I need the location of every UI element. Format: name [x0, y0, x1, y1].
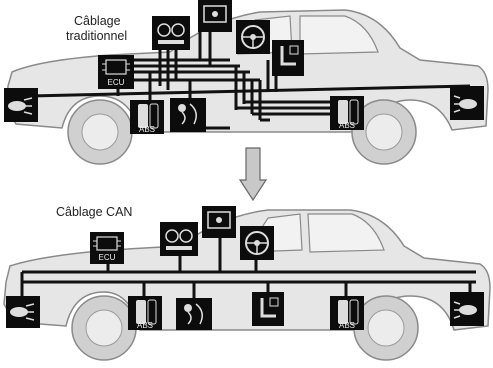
top-display-icon: [198, 0, 232, 32]
bottom-abs-front-label: ABS: [338, 321, 356, 330]
bottom-seat-icon: [252, 292, 284, 326]
top-title-line2: traditionnel: [66, 29, 128, 43]
top-seat-icon: [272, 40, 304, 76]
bottom-abs-rear-label: ABS: [136, 321, 154, 330]
bottom-display-icon: [202, 206, 236, 238]
bottom-title: Câblage CAN: [56, 205, 133, 219]
bottom-steering-wheel-icon: [240, 226, 274, 260]
top-abs-rear-label: ABS: [138, 125, 156, 134]
top-ecu-label: ECU: [107, 78, 125, 87]
top-ecu-icon: [98, 55, 134, 89]
top-abs-front-icon: [330, 96, 364, 130]
top-airbag-icon: [170, 98, 206, 132]
bottom-dashboard-icon: [160, 222, 198, 256]
bottom-headlight-front-icon: [450, 292, 484, 326]
bottom-headlight-rear-icon: [6, 296, 40, 328]
top-headlight-front-icon: [450, 86, 484, 120]
bottom-ecu-label: ECU: [98, 253, 116, 262]
top-title-line1: Câblage: [74, 14, 121, 28]
bottom-airbag-icon: [176, 298, 212, 330]
top-abs-front-label: ABS: [338, 121, 356, 130]
top-dashboard-icon: [152, 16, 190, 50]
top-headlight-rear-icon: [4, 88, 38, 122]
bottom-abs-rear-icon: [128, 296, 162, 330]
top-steering-wheel-icon: [236, 20, 270, 54]
down-arrow: [240, 148, 266, 200]
top-abs-rear-icon: [130, 100, 164, 134]
bottom-ecu-icon: [90, 232, 124, 264]
bottom-abs-front-icon: [330, 296, 364, 330]
